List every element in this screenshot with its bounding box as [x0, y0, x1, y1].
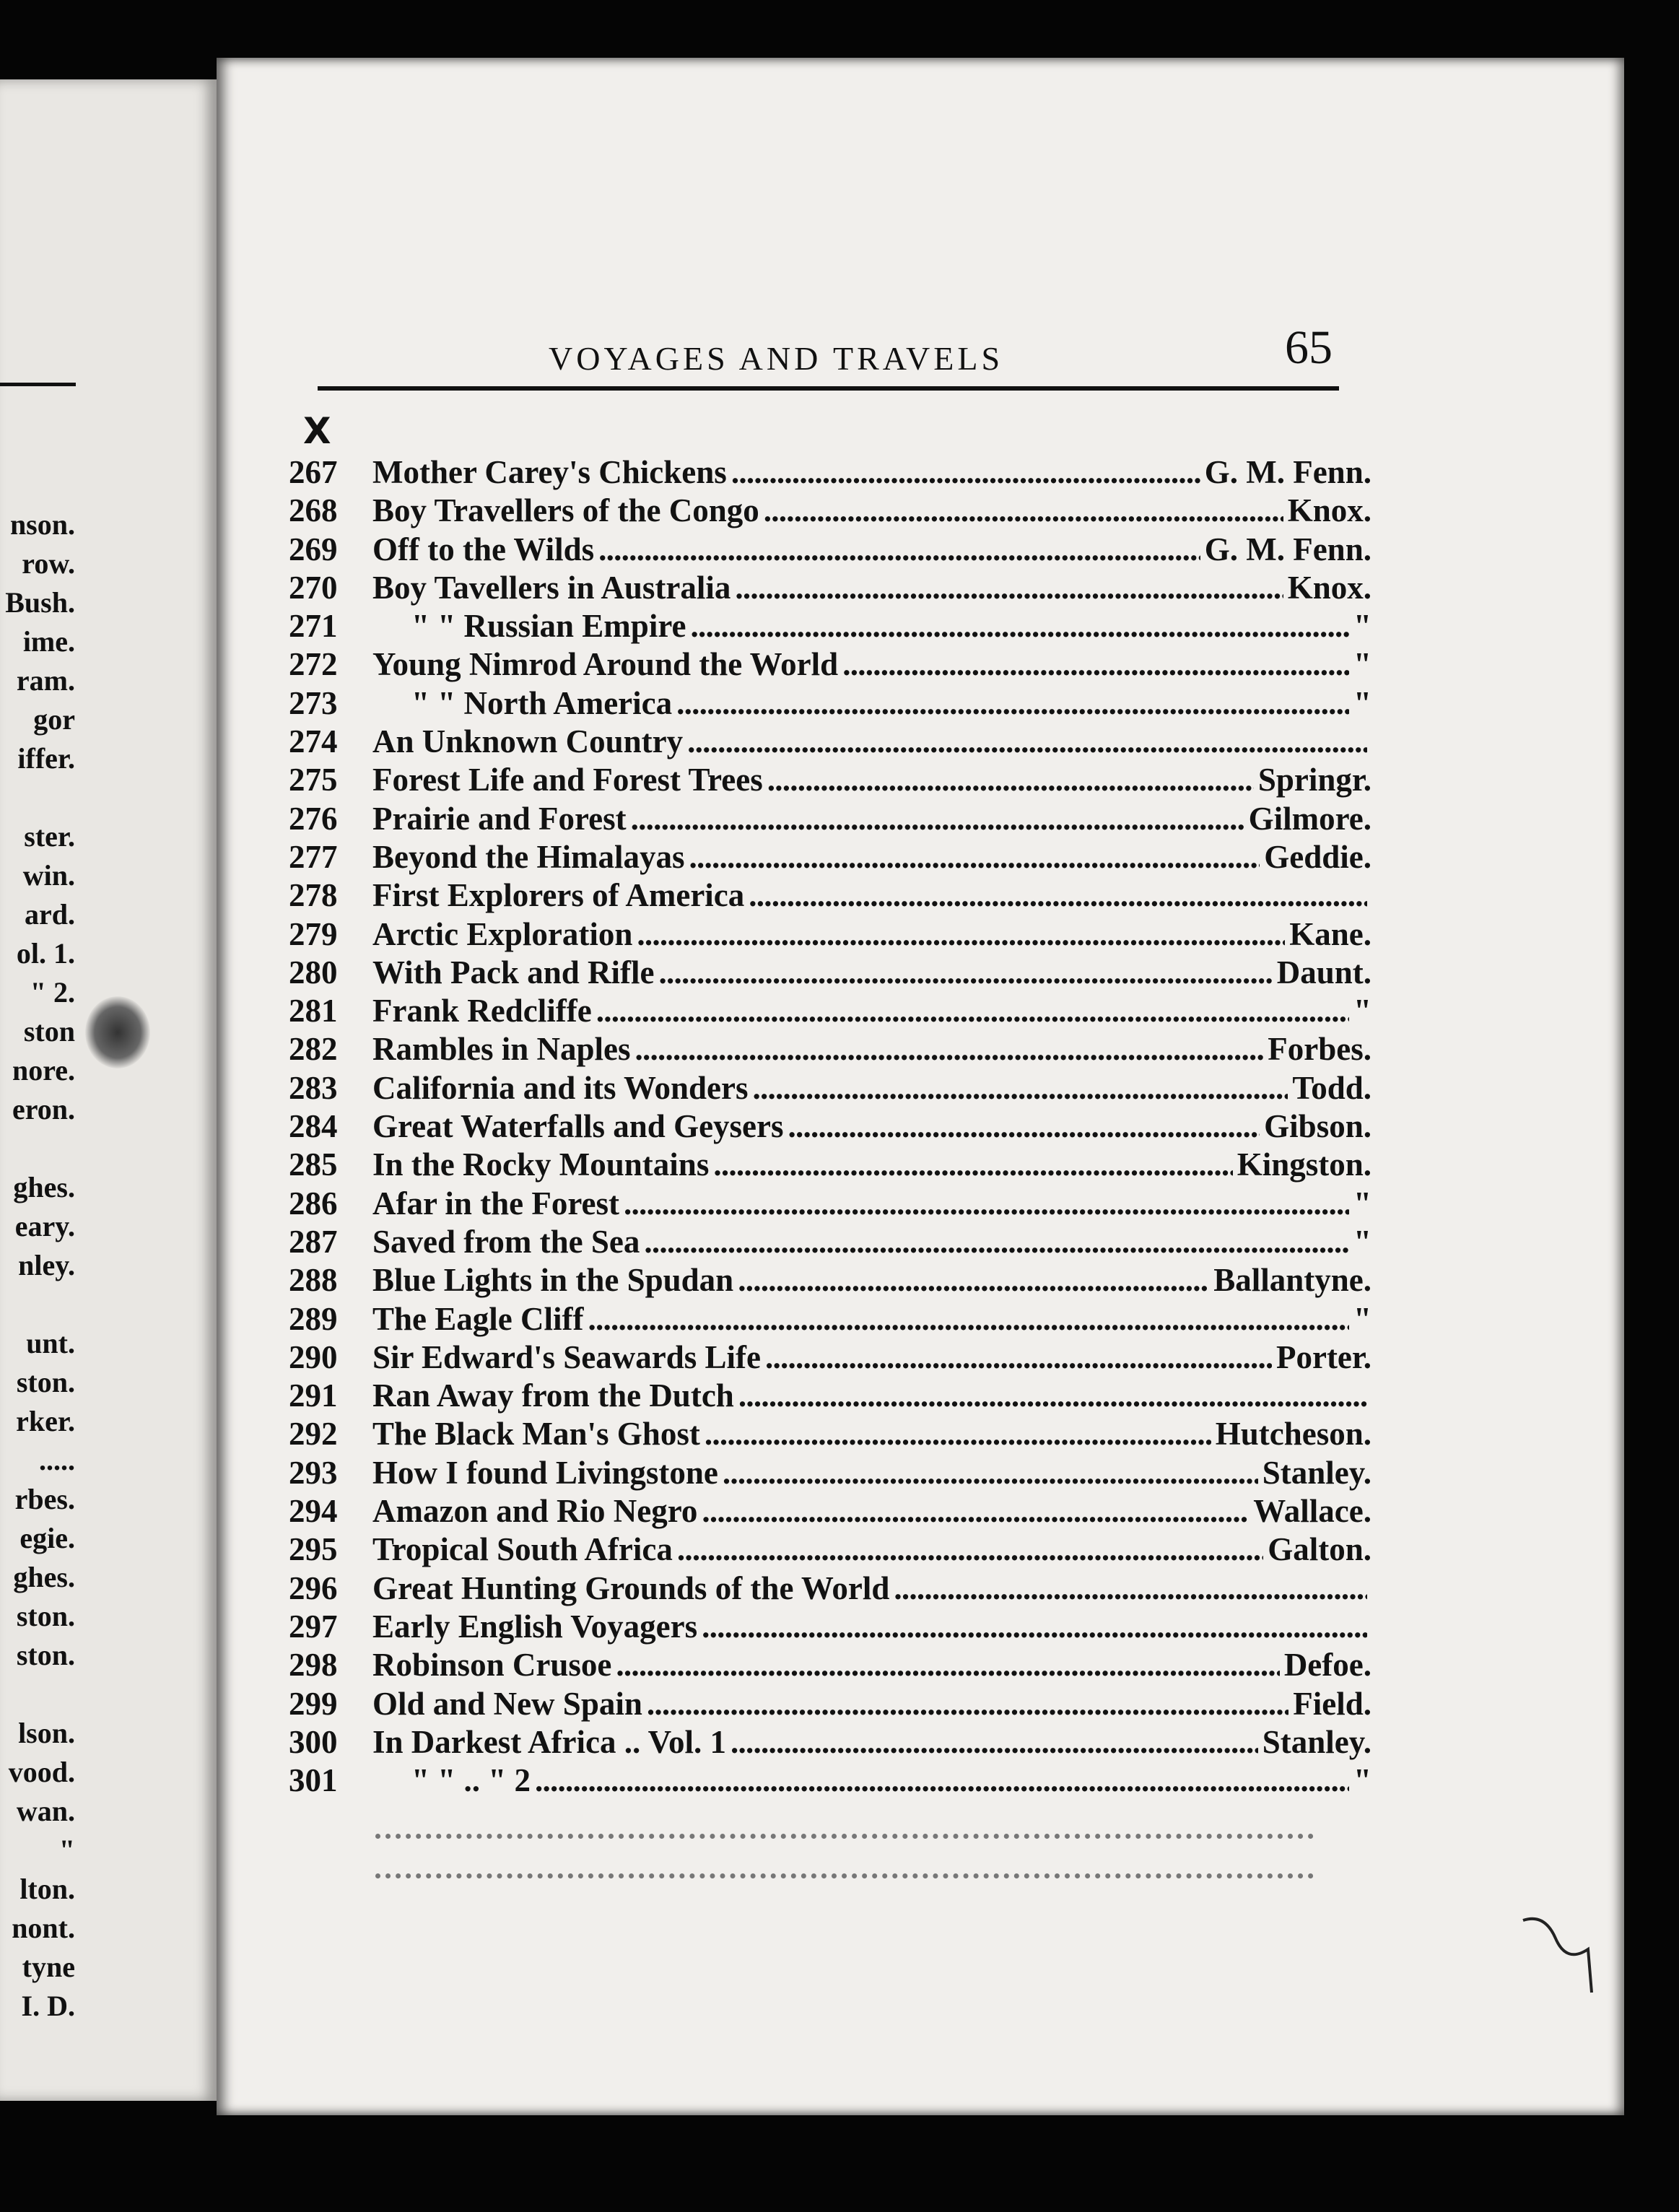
dot-leader — [689, 838, 1260, 876]
entry-title: Boy Tavellers in Australia — [372, 569, 731, 606]
dot-leader — [764, 492, 1283, 530]
left-page-rule — [0, 383, 76, 386]
entry-author: Kingston. — [1237, 1146, 1371, 1183]
entry-title: An Unknown Country — [372, 723, 684, 760]
left-page-line: vood. — [8, 1756, 75, 1788]
left-page-line: ol. 1. — [16, 937, 75, 970]
left-page-line: iffer. — [17, 742, 75, 775]
entry-title: " " Russian Empire — [411, 608, 686, 645]
dot-leader — [753, 1069, 1288, 1107]
left-page-line: row. — [22, 547, 75, 580]
dot-leader — [705, 1415, 1211, 1453]
dot-leader — [535, 1762, 1349, 1800]
catalog-entry — [289, 1569, 1371, 1608]
entry-number: 290 — [289, 1338, 338, 1375]
entry-number: 268 — [289, 492, 338, 529]
entry-title: Robinson Crusoe — [372, 1647, 612, 1684]
entry-author: Geddie. — [1264, 838, 1371, 875]
catalog-entry — [289, 1762, 1371, 1800]
catalog-entry — [289, 1185, 1371, 1223]
entry-number: 295 — [289, 1531, 338, 1568]
entry-title: Frank Redcliffe — [372, 993, 592, 1029]
left-page-text — [0, 505, 75, 2026]
catalog-entry — [289, 876, 1371, 915]
dot-leader — [894, 1569, 1367, 1608]
entry-title: Rambles in Naples — [372, 1031, 631, 1068]
entry-number: 275 — [289, 762, 338, 798]
entry-number: 294 — [289, 1493, 338, 1530]
dot-leader — [713, 1146, 1232, 1184]
entry-number: 297 — [289, 1608, 338, 1645]
entry-title: Young Nimrod Around the World — [372, 646, 839, 683]
entry-title: The Black Man's Ghost — [372, 1416, 700, 1453]
dot-leader — [738, 1261, 1209, 1299]
left-page-line: ster. — [24, 820, 75, 853]
entry-author: " — [1353, 1762, 1371, 1799]
entry-number: 300 — [289, 1723, 338, 1760]
dot-leader — [702, 1492, 1249, 1530]
section-marker: X — [303, 410, 331, 452]
dot-leader — [788, 1107, 1260, 1146]
left-page-line: ram. — [16, 664, 75, 697]
entry-title: Beyond the Himalayas — [372, 838, 685, 875]
catalog-entry — [289, 1300, 1371, 1338]
dot-leader — [647, 1685, 1288, 1723]
entry-author: " — [1353, 684, 1371, 721]
catalog-entry — [289, 1261, 1371, 1299]
catalog-entry — [289, 531, 1371, 569]
catalog-entry — [289, 684, 1371, 723]
empty-entry-line — [375, 1873, 1314, 1884]
entry-title: Arctic Exploration — [372, 915, 633, 952]
entry-author: G. M. Fenn. — [1204, 531, 1371, 567]
catalog-entry — [289, 761, 1371, 799]
left-page-line — [0, 1675, 75, 1714]
entry-title: California and its Wonders — [372, 1069, 749, 1106]
catalog-entry — [289, 838, 1371, 876]
dot-leader — [690, 607, 1349, 645]
entry-author: Wallace. — [1253, 1493, 1371, 1530]
catalog-entry — [289, 1723, 1371, 1762]
catalog-entries — [289, 453, 1371, 1800]
catalog-entry — [289, 1107, 1371, 1146]
left-page-line: ghes. — [13, 1171, 75, 1203]
entry-title: Early English Voyagers — [372, 1608, 698, 1645]
dot-leader — [596, 992, 1349, 1030]
entry-author: " — [1353, 1300, 1371, 1337]
dot-leader — [588, 1300, 1349, 1338]
catalog-entry — [289, 1608, 1371, 1646]
dot-leader — [624, 1185, 1349, 1223]
entry-title: The Eagle Cliff — [372, 1300, 584, 1337]
catalog-entry — [289, 645, 1371, 684]
entry-title: Afar in the Forest — [372, 1185, 620, 1222]
left-page-line — [0, 1129, 75, 1168]
dot-leader — [731, 1723, 1258, 1762]
entry-number: 267 — [289, 454, 338, 490]
dot-leader — [677, 1530, 1263, 1569]
catalog-entry — [289, 1146, 1371, 1184]
dot-leader — [749, 876, 1367, 915]
entry-title: Sir Edward's Seawards Life — [372, 1338, 761, 1375]
entry-author: Daunt. — [1276, 954, 1371, 990]
entry-title: " " .. " 2 — [411, 1762, 531, 1799]
dot-leader — [735, 569, 1283, 607]
entry-author: Knox. — [1287, 569, 1371, 606]
catalog-entry — [289, 492, 1371, 530]
catalog-entry — [289, 1223, 1371, 1261]
entry-author: Defoe. — [1283, 1647, 1371, 1684]
entry-number: 271 — [289, 608, 338, 645]
entry-number: 270 — [289, 569, 338, 606]
entry-number: 285 — [289, 1146, 338, 1183]
entry-number: 282 — [289, 1031, 338, 1068]
dot-leader — [723, 1454, 1258, 1492]
catalog-entry — [289, 607, 1371, 645]
dot-leader — [635, 1030, 1264, 1068]
entry-author: Kane. — [1289, 915, 1371, 952]
entry-number: 291 — [289, 1377, 338, 1414]
left-page-line: unt. — [26, 1327, 75, 1359]
entry-title: Boy Travellers of the Congo — [372, 492, 759, 529]
ink-stain — [85, 996, 150, 1068]
handwritten-mark — [1516, 1906, 1602, 2000]
entry-title: Saved from the Sea — [372, 1223, 640, 1260]
left-page-line: rker. — [16, 1405, 75, 1437]
entry-title: In the Rocky Mountains — [372, 1146, 710, 1183]
entry-author: Springr. — [1257, 762, 1371, 798]
entry-author: Forbes. — [1268, 1031, 1371, 1068]
entry-author: Gilmore. — [1248, 800, 1371, 837]
entry-title: Old and New Spain — [372, 1685, 642, 1722]
entry-title: " " North America — [411, 684, 673, 721]
entry-title: Great Waterfalls and Geysers — [372, 1108, 784, 1145]
left-page-line: nont. — [12, 1912, 75, 1944]
entry-title: Off to the Wilds — [372, 531, 595, 567]
left-page-line: " — [58, 1834, 75, 1866]
section-title: VOYAGES AND TRAVELS — [549, 340, 1004, 377]
dot-leader — [738, 1377, 1367, 1415]
left-page-line: eary. — [14, 1210, 75, 1242]
left-page-line: tyne — [22, 1951, 75, 1983]
catalog-entry — [289, 1685, 1371, 1723]
dot-leader — [767, 761, 1254, 799]
left-page-line: ime. — [22, 625, 75, 658]
left-page-line: nley. — [18, 1249, 75, 1281]
catalog-entry — [289, 1377, 1371, 1415]
left-page-line: rbes. — [14, 1483, 75, 1515]
entry-author: Stanley. — [1262, 1454, 1371, 1491]
dot-leader — [676, 684, 1349, 723]
empty-entry-line — [375, 1834, 1314, 1845]
entry-title: With Pack and Rifle — [372, 954, 655, 990]
left-page-line: ston — [23, 1015, 75, 1048]
entry-title: Prairie and Forest — [372, 800, 627, 837]
entry-number: 301 — [289, 1762, 338, 1799]
entry-number: 292 — [289, 1416, 338, 1453]
entry-title: Tropical South Africa — [372, 1531, 673, 1568]
entry-title: How I found Livingstone — [372, 1454, 718, 1491]
catalog-entry — [289, 1030, 1371, 1068]
entry-author: " — [1353, 1185, 1371, 1222]
entry-author: Field. — [1293, 1685, 1371, 1722]
entry-author: Ballantyne. — [1213, 1262, 1371, 1299]
left-page-line: eron. — [12, 1093, 75, 1125]
left-page-line: I. D. — [21, 1990, 75, 2022]
entry-author: Gibson. — [1264, 1108, 1371, 1145]
entry-title: Forest Life and Forest Trees — [372, 762, 763, 798]
dot-leader — [631, 800, 1244, 838]
entry-number: 272 — [289, 646, 338, 683]
left-page-line: Bush. — [5, 586, 75, 619]
catalog-entry — [289, 954, 1371, 992]
dot-leader — [687, 723, 1367, 761]
entry-number: 298 — [289, 1647, 338, 1684]
catalog-entry — [289, 569, 1371, 607]
left-page-line: lton. — [19, 1873, 75, 1905]
entry-number: 284 — [289, 1108, 338, 1145]
entry-author: " — [1353, 646, 1371, 683]
left-page-line: ston. — [16, 1600, 75, 1632]
entry-number: 286 — [289, 1185, 338, 1222]
left-page-fragment — [0, 79, 217, 2101]
left-page-line: nson. — [9, 508, 75, 541]
left-page-line: win. — [22, 859, 75, 892]
catalog-entry — [289, 915, 1371, 954]
dot-leader — [616, 1646, 1279, 1684]
catalog-entry — [289, 992, 1371, 1030]
entry-number: 279 — [289, 915, 338, 952]
left-page-line: nore. — [12, 1054, 75, 1087]
dot-leader — [765, 1338, 1272, 1377]
entry-number: 281 — [289, 993, 338, 1029]
entry-title: Great Hunting Grounds of the World — [372, 1569, 890, 1606]
left-page-line: ston. — [16, 1366, 75, 1398]
page-header — [328, 274, 1339, 377]
left-page-line: gor — [33, 703, 75, 736]
catalog-entry — [289, 723, 1371, 761]
entry-title: Mother Carey's Chickens — [372, 454, 727, 490]
catalog-entry — [289, 1415, 1371, 1453]
left-page-line: ..... — [39, 1444, 75, 1476]
dot-leader — [842, 645, 1349, 684]
entry-author: " — [1353, 993, 1371, 1029]
entry-author: G. M. Fenn. — [1204, 454, 1371, 490]
catalog-entry — [289, 1069, 1371, 1107]
catalog-entry — [289, 1646, 1371, 1684]
header-rule — [318, 386, 1339, 391]
entry-title: First Explorers of America — [372, 877, 745, 914]
catalog-entry — [289, 1338, 1371, 1377]
entry-author: Galton. — [1268, 1531, 1371, 1568]
catalog-entry — [289, 1454, 1371, 1492]
entry-author: " — [1353, 608, 1371, 645]
entry-number: 276 — [289, 800, 338, 837]
entry-title: Blue Lights in the Spudan — [372, 1262, 734, 1299]
left-page-line: egie. — [19, 1522, 75, 1554]
left-page-line: ston. — [16, 1639, 75, 1671]
entry-title: In Darkest Africa .. Vol. 1 — [372, 1723, 727, 1760]
entry-author: Todd. — [1292, 1069, 1371, 1106]
catalog-entry — [289, 1530, 1371, 1569]
left-page-line: " 2. — [30, 976, 75, 1009]
entry-number: 274 — [289, 723, 338, 760]
entry-author: Hutcheson. — [1215, 1416, 1371, 1453]
left-page-line: wan. — [16, 1795, 75, 1827]
entry-number: 273 — [289, 684, 338, 721]
catalog-entry — [289, 800, 1371, 838]
entry-number: 278 — [289, 877, 338, 914]
left-page-line — [0, 1285, 75, 1324]
dot-leader — [598, 531, 1200, 569]
entry-author: Knox. — [1287, 492, 1371, 529]
dot-leader — [702, 1608, 1367, 1646]
entry-number: 288 — [289, 1262, 338, 1299]
dot-leader — [637, 915, 1285, 954]
entry-author: Porter. — [1275, 1338, 1371, 1375]
entry-author: " — [1353, 1223, 1371, 1260]
dot-leader — [658, 954, 1272, 992]
entry-title: Amazon and Rio Negro — [372, 1493, 698, 1530]
entry-number: 287 — [289, 1223, 338, 1260]
catalog-entry — [289, 1492, 1371, 1530]
entry-number: 293 — [289, 1454, 338, 1491]
entry-number: 277 — [289, 838, 338, 875]
entry-number: 299 — [289, 1685, 338, 1722]
left-page-line: ghes. — [13, 1561, 75, 1593]
entry-number: 280 — [289, 954, 338, 990]
dot-leader — [644, 1223, 1349, 1261]
left-page-line: ard. — [25, 898, 75, 931]
left-page-line — [0, 778, 75, 817]
entry-number: 269 — [289, 531, 338, 567]
page-number: 65 — [1285, 321, 1333, 374]
entry-number: 283 — [289, 1069, 338, 1106]
entry-number: 289 — [289, 1300, 338, 1337]
left-page-line: lson. — [18, 1717, 75, 1749]
entry-title: Ran Away from the Dutch — [372, 1377, 734, 1414]
entry-author: Stanley. — [1262, 1723, 1371, 1760]
dot-leader — [731, 453, 1200, 492]
entry-number: 296 — [289, 1569, 338, 1606]
catalog-entry — [289, 453, 1371, 492]
